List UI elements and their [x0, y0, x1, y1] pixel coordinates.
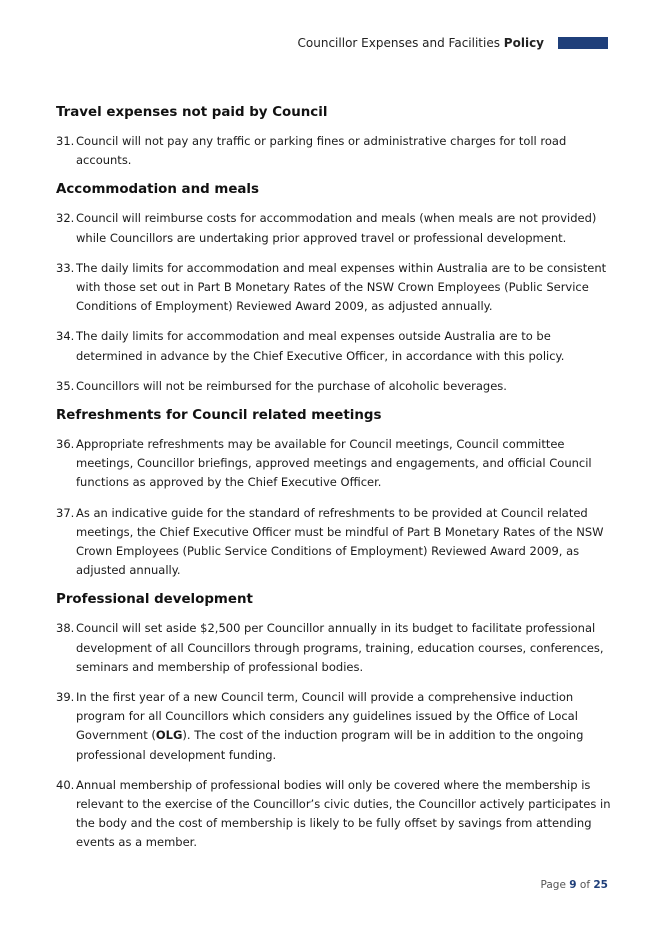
section-heading: Accommodation and meals: [56, 182, 259, 198]
item-text: Council will not pay any traffic or parking fines or administrative charges for toll road accounts.: [76, 134, 567, 168]
page-header: [298, 36, 608, 50]
page-label: Page: [540, 879, 566, 891]
section-refreshments: [56, 407, 612, 580]
item-number: 40.: [56, 777, 75, 792]
list-item: [56, 259, 612, 317]
item-text: Appropriate refreshments may be available for Council meetings, Council committee meetings, Councillor briefings, approved meetings and engagements, and official Council functions as approved by the Chief Executive Officer.: [76, 437, 592, 490]
item-text-part: ). The cost of the induction program will be in addition to the ongoing professional development funding.: [76, 728, 584, 762]
item-text: Councillors will not be reimbursed for the purchase of alcoholic beverages.: [76, 378, 507, 393]
section-heading: Travel expenses not paid by Council: [56, 105, 328, 120]
item-text: Council will set aside $2,500 per Councillor annually in its budget to facilitate professional development of all Councillors through programs, training, education courses, conferences, seminars and membership of professional bodies.: [76, 621, 604, 674]
item-text: Annual membership of professional bodies will only be covered where the membership is relevant to the exercise of the Councillor’s civic duties, the Councillor actively participates in the body and the cost of membership is likely to be fully offset by savings from attending events as a member.: [76, 777, 611, 850]
page-footer: [540, 879, 608, 891]
item-number: 38.: [56, 621, 75, 636]
section-heading: Professional development: [56, 592, 253, 608]
item-text: The daily limits for accommodation and meal expenses outside Australia are to be determined in advance by the Chief Executive Officer, in accordance with this policy.: [76, 329, 565, 363]
header-accent-bar: [558, 37, 608, 49]
item-text: The daily limits for accommodation and meal expenses within Australia are to be consistent with those set out in Part B Monetary Rates of the NSW Crown Employees (Public Service Conditions of Employment) Reviewed Award 2009, as adjusted annually.: [76, 260, 607, 314]
item-text-part: In the first year of a new Council term, Council will provide a comprehensive induction program for all Councillors which considers any guidelines issued by the Office of Local Government (: [76, 690, 578, 743]
item-number: 34.: [56, 329, 75, 344]
page-of-label: of: [579, 879, 591, 891]
item-number: 36.: [56, 437, 75, 452]
page-current: 9: [569, 879, 577, 891]
section-heading: Refreshments for Council related meetings: [56, 408, 382, 424]
document-title-bold: Policy: [503, 36, 544, 50]
item-text: [76, 688, 612, 765]
section-accommodation-meals: [56, 181, 612, 396]
item-text: As an indicative guide for the standard of refreshments to be provided at Council related meetings, the Chief Executive Officer must be mindful of Part B Monetary Rates of the NSW Crown Employees (Public Service Conditions of Employment) Reviewed Award 2009, as adjusted annually.: [76, 505, 604, 578]
list-item: [56, 327, 612, 365]
document-body: [56, 104, 612, 864]
item-text: Council will reimburse costs for accommodation and meals (when meals are not provided) while Councillors are undertaking prior approved travel or professional development.: [76, 211, 597, 245]
list-item: [56, 776, 612, 853]
item-number: 39.: [56, 690, 75, 705]
item-number: 31.: [56, 134, 75, 148]
section-travel-expenses: [56, 104, 612, 170]
item-number: 32.: [56, 211, 75, 226]
item-number: 37.: [56, 505, 75, 520]
list-item: [56, 619, 612, 677]
item-number: 33.: [56, 260, 75, 275]
item-number: 35.: [56, 378, 75, 393]
list-item: [56, 209, 612, 247]
list-item: [56, 435, 612, 493]
section-professional-development: [56, 591, 612, 852]
page-total: 25: [593, 879, 608, 891]
list-item: [56, 132, 612, 170]
list-item: [56, 504, 612, 581]
item-text-bold: OLG: [155, 728, 183, 743]
list-item: [56, 688, 612, 765]
document-title: Councillor Expenses and Facilities: [297, 36, 500, 50]
list-item: [56, 377, 612, 396]
